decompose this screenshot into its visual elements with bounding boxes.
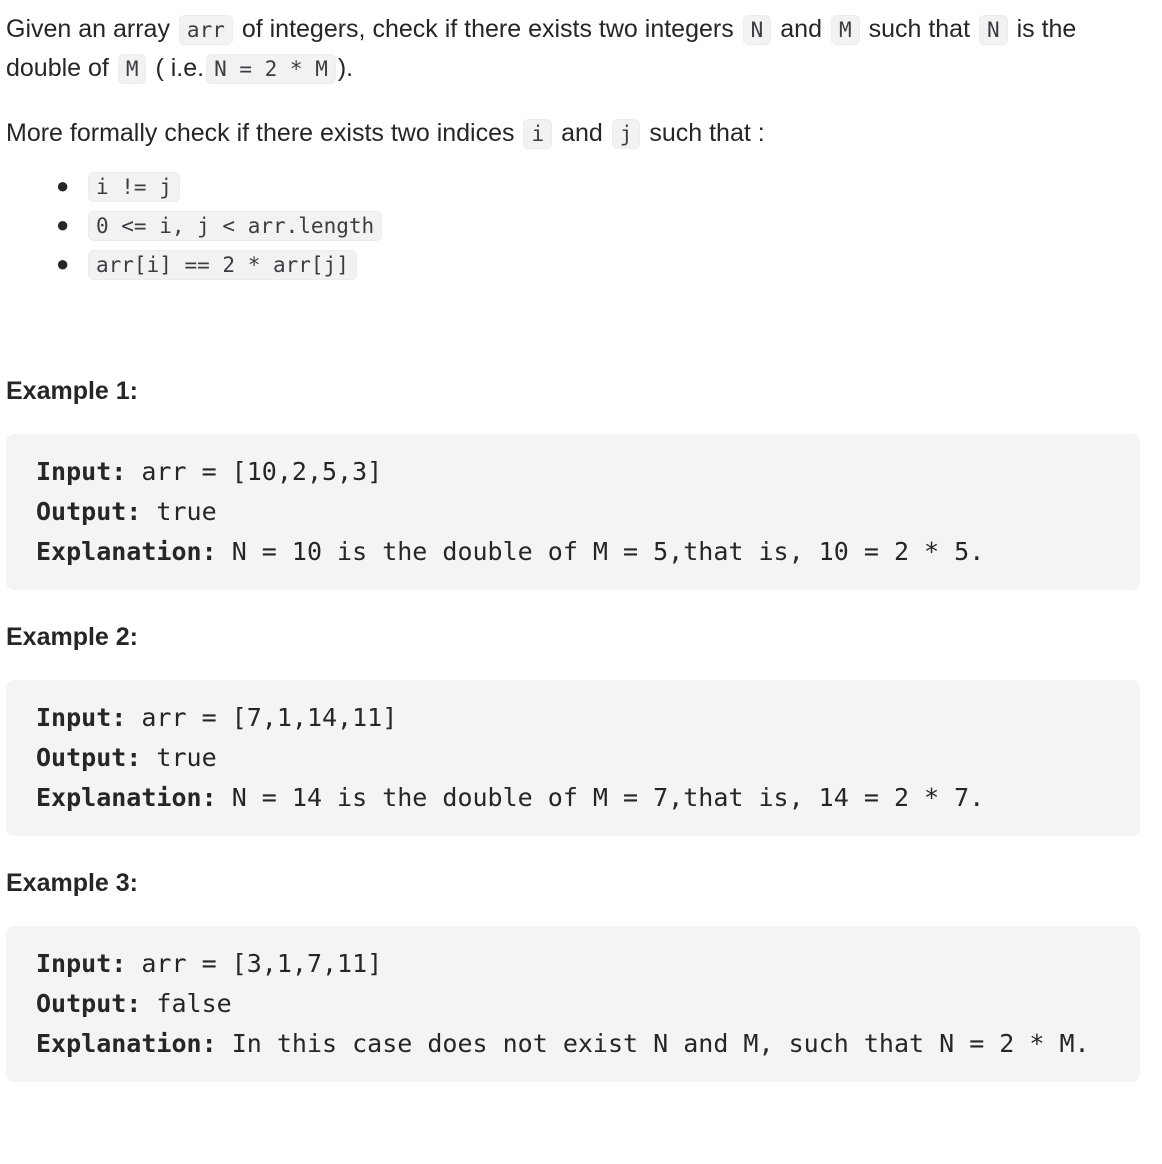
intro-text-5: is the double of xyxy=(6,15,1077,82)
intro-text-7: ). xyxy=(337,54,354,82)
inline-code-j: j xyxy=(612,119,641,149)
output-label: Output: xyxy=(36,497,142,526)
example-explanation-value: N = 14 is the double of M = 7,that is, 14 = 2 * 7. xyxy=(231,783,985,812)
example-output-value: true xyxy=(156,743,217,772)
example-2-block xyxy=(6,680,1140,836)
inline-code-m-2: M xyxy=(118,54,147,84)
intro-text-1: Given an array xyxy=(6,15,170,43)
intro-text-4: such that xyxy=(868,15,971,43)
input-label: Input: xyxy=(36,703,127,732)
example-1-block xyxy=(6,434,1140,590)
bullet-icon: ● xyxy=(56,251,70,276)
example-output-value: false xyxy=(156,989,232,1018)
list-item xyxy=(54,206,1140,245)
formal-text-3: such that : xyxy=(649,119,765,147)
problem-description xyxy=(6,10,1140,1082)
condition-code: i != j xyxy=(88,172,180,202)
example-output-line xyxy=(36,984,1110,1024)
explanation-label: Explanation: xyxy=(36,783,217,812)
bullet-icon: ● xyxy=(56,212,70,237)
list-item xyxy=(54,167,1140,206)
example-input-value: arr = [7,1,14,11] xyxy=(141,703,398,732)
output-label: Output: xyxy=(36,989,142,1018)
explanation-label: Explanation: xyxy=(36,1029,217,1058)
inline-code-formula: N = 2 * M xyxy=(206,54,336,84)
example-explanation-line xyxy=(36,532,1110,572)
example-explanation-line xyxy=(36,1024,1110,1064)
list-item xyxy=(54,245,1140,284)
example-output-line xyxy=(36,738,1110,778)
example-2-title: Example 2: xyxy=(6,623,139,651)
intro-paragraph xyxy=(6,10,1140,88)
example-explanation-line xyxy=(36,778,1110,818)
example-1-title: Example 1: xyxy=(6,377,139,405)
formal-text-1: More formally check if there exists two indices xyxy=(6,119,515,147)
example-input-value: arr = [3,1,7,11] xyxy=(141,949,383,978)
input-label: Input: xyxy=(36,949,127,978)
intro-text-3: and xyxy=(780,15,822,43)
example-3-block xyxy=(6,926,1140,1082)
example-output-value: true xyxy=(156,497,217,526)
condition-code: arr[i] == 2 * arr[j] xyxy=(88,250,357,280)
explanation-label: Explanation: xyxy=(36,537,217,566)
output-label: Output: xyxy=(36,743,142,772)
intro-text-2: of integers, check if there exists two integers xyxy=(241,15,734,43)
input-label: Input: xyxy=(36,457,127,486)
example-input-line xyxy=(36,944,1110,984)
formal-text-2: and xyxy=(561,119,603,147)
example-input-value: arr = [10,2,5,3] xyxy=(141,457,383,486)
inline-code-arr: arr xyxy=(179,15,233,45)
example-explanation-value: In this case does not exist N and M, such that N = 2 * M. xyxy=(231,1029,1090,1058)
inline-code-n-2: N xyxy=(979,15,1008,45)
inline-code-m: M xyxy=(831,15,860,45)
formal-paragraph xyxy=(6,114,1140,153)
inline-code-i: i xyxy=(523,119,552,149)
inline-code-n: N xyxy=(743,15,772,45)
example-explanation-value: N = 10 is the double of M = 5,that is, 10 = 2 * 5. xyxy=(231,537,985,566)
condition-code: 0 <= i, j < arr.length xyxy=(88,211,382,241)
example-input-line xyxy=(36,452,1110,492)
example-input-line xyxy=(36,698,1110,738)
intro-text-6: ( i.e. xyxy=(155,54,205,82)
example-3-title: Example 3: xyxy=(6,869,139,897)
example-output-line xyxy=(36,492,1110,532)
conditions-list xyxy=(6,167,1140,284)
bullet-icon: ● xyxy=(56,173,70,198)
